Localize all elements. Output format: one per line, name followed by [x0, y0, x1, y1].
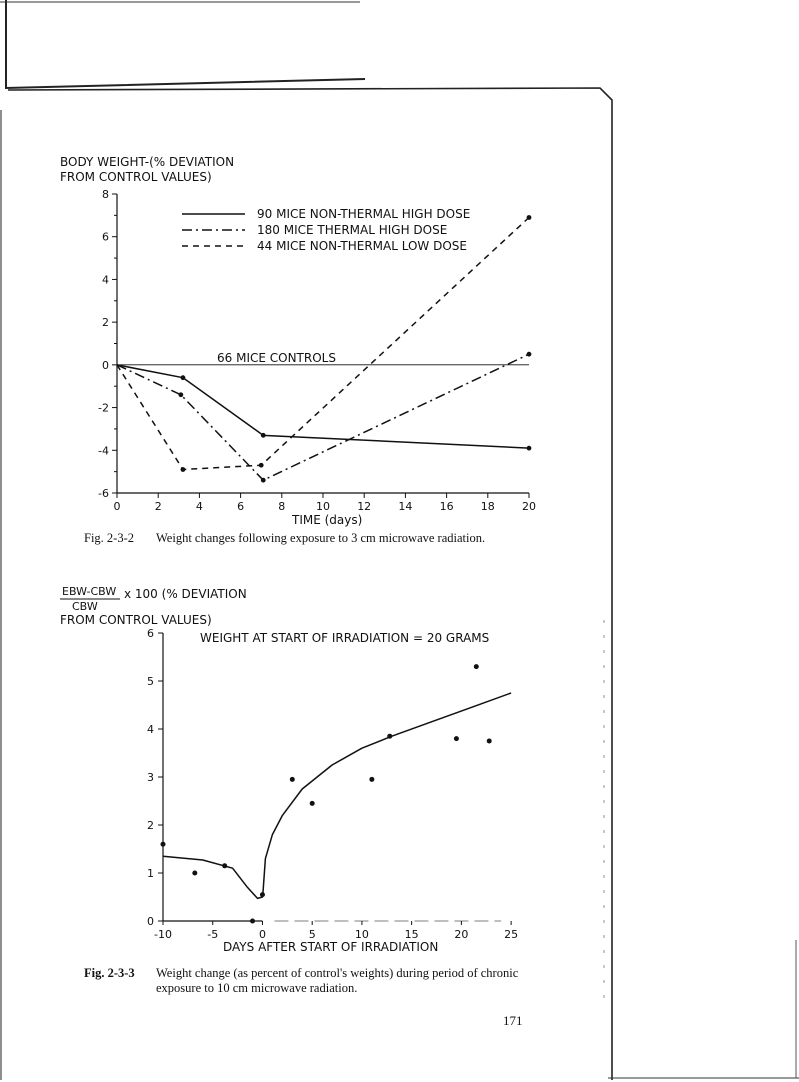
- fig1-series-line-3: [117, 217, 529, 469]
- fig1-y-tick-label: 0: [102, 358, 109, 372]
- fig2-data-point: [369, 777, 374, 782]
- fig2-x-tick-label: 25: [504, 928, 519, 941]
- fig1-data-point: [181, 467, 186, 472]
- fig1-legend: [182, 207, 470, 253]
- fig1-x-tick-label: 20: [522, 500, 536, 513]
- fig1-y-tick-label: -4: [98, 444, 109, 458]
- fig1-x-tick-label: 12: [357, 500, 372, 513]
- fig1-data-point: [527, 352, 532, 357]
- fig2-ylabel-suffix: x 100 (% DEVIATION: [124, 587, 247, 601]
- fig1-x-tick-label: 14: [398, 500, 413, 513]
- fig1-y-tick-label: -6: [98, 487, 109, 500]
- fig1-data-point: [178, 392, 183, 397]
- fig1-y-tick-label: 8: [102, 188, 109, 201]
- fig1-x-tick-label: 6: [237, 500, 245, 513]
- fig1-data-point: [259, 463, 264, 468]
- fig2-data-marks: [161, 664, 512, 923]
- fig2-y-tick-label: 5: [147, 675, 154, 688]
- fig1-legend-label-1: 90 MICE NON-THERMAL HIGH DOSE: [257, 207, 471, 221]
- fig2-data-point: [192, 871, 197, 876]
- fig1-series-line-2: [117, 354, 529, 480]
- fig2-data-point: [260, 892, 265, 897]
- figure-2-scatter-chart: [0, 570, 799, 970]
- fig2-data-point: [250, 919, 255, 924]
- fig2-data-point: [474, 664, 479, 669]
- fig2-x-tick-label: 15: [404, 928, 419, 941]
- fig2-x-tick-label: 5: [308, 928, 316, 941]
- fig2-data-point: [222, 863, 227, 868]
- fig1-data-point: [527, 446, 532, 451]
- fig1-series-lines: [117, 215, 531, 482]
- fig2-xlabel: DAYS AFTER START OF IRRADIATION: [223, 940, 439, 954]
- fig2-data-point: [161, 842, 166, 847]
- fig2-fit-curve: [163, 693, 511, 898]
- fig1-caption-text: Weight changes following exposure to 3 cm microwave radiation.: [156, 531, 486, 545]
- fig1-xlabel: TIME (days): [292, 513, 363, 527]
- fig1-x-tick-label: 16: [439, 500, 454, 513]
- fig2-data-point: [387, 734, 392, 739]
- page-number: 171: [503, 1013, 523, 1028]
- fig1-y-tick-label: 6: [102, 230, 109, 244]
- fig1-y-tick-label: 2: [102, 316, 109, 330]
- fig1-caption-number: Fig. 2-3-2: [84, 531, 134, 545]
- fig2-ylabel-numerator: EBW-CBW: [62, 585, 117, 598]
- fig1-ylabel-line2: FROM CONTROL VALUES): [60, 170, 212, 184]
- fig2-x-tick-label: 20: [454, 928, 469, 941]
- fig1-x-tick-label: 2: [154, 500, 162, 513]
- fig2-data-point: [290, 777, 295, 782]
- fig1-data-point: [261, 433, 266, 438]
- fig1-controls-label: 66 MICE CONTROLS: [217, 351, 336, 365]
- fig2-caption: [84, 966, 554, 998]
- fig2-axes: [147, 627, 518, 941]
- fig2-ylabel-line2: FROM CONTROL VALUES): [60, 613, 212, 627]
- fig2-y-tick-label: 4: [147, 723, 154, 736]
- fig1-y-tick-label: -2: [98, 401, 109, 415]
- fig1-x-tick-label: 10: [316, 500, 330, 513]
- fig2-y-tick-label: 6: [147, 627, 154, 640]
- fig2-data-point: [310, 801, 315, 806]
- fig1-data-point: [261, 478, 266, 483]
- fig2-y-tick-label: 3: [147, 771, 154, 784]
- fig1-x-tick-label: 4: [195, 500, 203, 513]
- fig2-data-point: [454, 736, 459, 741]
- fig1-legend-label-2: 180 MICE THERMAL HIGH DOSE: [257, 223, 448, 237]
- fig2-y-tick-label: 2: [147, 819, 154, 832]
- fig2-x-tick-label: 0: [258, 928, 266, 941]
- fig1-x-tick-label: 0: [113, 500, 121, 513]
- fig1-x-tick-label: 18: [480, 500, 495, 513]
- fig2-y-tick-label: 1: [147, 867, 154, 880]
- fig2-caption-text: Weight change (as percent of control's weights) during period of chronic exposure to 10 cm microwave radiation.: [156, 966, 519, 995]
- fig2-caption-number: Fig. 2-3-3: [84, 966, 135, 980]
- fig1-data-point: [181, 375, 186, 380]
- fig1-y-tick-label: 4: [102, 273, 109, 287]
- fig2-data-point: [487, 739, 492, 744]
- fig2-y-tick-label: 0: [147, 915, 154, 928]
- fig1-x-tick-label: 8: [278, 500, 286, 513]
- fig2-x-tick-label: -10: [154, 928, 172, 941]
- fig1-legend-label-3: 44 MICE NON-THERMAL LOW DOSE: [257, 239, 467, 253]
- fig2-x-tick-label: 10: [354, 928, 369, 941]
- fig2-ylabel-denominator: CBW: [72, 600, 98, 613]
- fig1-series-line-1: [117, 365, 529, 448]
- fig2-x-tick-label: -5: [207, 928, 219, 941]
- fig1-data-point: [527, 215, 532, 220]
- fig1-ylabel-line1: BODY WEIGHT-(% DEVIATION: [60, 155, 235, 169]
- fig1-caption: [84, 531, 554, 563]
- fig2-annotation: WEIGHT AT START OF IRRADIATION = 20 GRAMS: [200, 631, 490, 645]
